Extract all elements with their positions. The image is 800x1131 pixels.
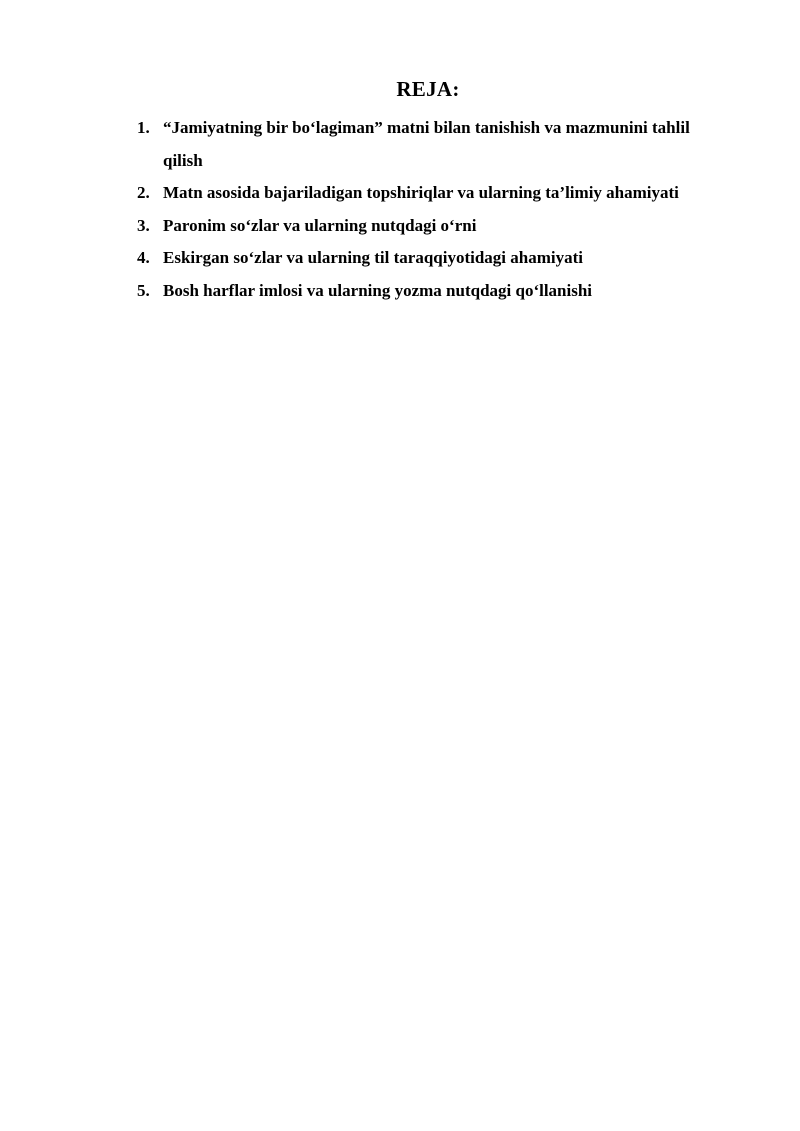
plan-item-text: Bosh harflar imlosi va ularning yozma nutqdagi qo‘llanishi	[163, 280, 593, 300]
plan-item-number: 2.	[137, 183, 150, 202]
plan-item-number: 5.	[137, 280, 150, 300]
plan-item-1	[137, 112, 703, 177]
page-title: REJA:	[396, 77, 460, 101]
plan-item-number: 1.	[137, 118, 150, 137]
plan-list	[137, 112, 757, 307]
plan-item-text: “Jamiyatning bir bo‘lagiman” matni bilan tanishish va mazmunini tahlil qilish	[163, 118, 690, 170]
plan-item-number: 4.	[137, 248, 150, 267]
plan-item-text: Paronim so‘zlar va ularning nutqdagi o‘rni	[163, 215, 477, 235]
plan-item-5	[137, 275, 757, 308]
plan-item-text: Eskirgan so‘zlar va ularning til taraqqiyotidagi ahamiyati	[163, 248, 584, 267]
plan-item-3	[137, 210, 757, 243]
plan-item-4	[137, 242, 757, 275]
plan-item-2	[137, 177, 757, 210]
plan-item-number: 3.	[137, 215, 150, 235]
plan-item-text: Matn asosida bajariladigan topshiriqlar va ularning ta’limiy ahamiyati	[163, 183, 679, 202]
